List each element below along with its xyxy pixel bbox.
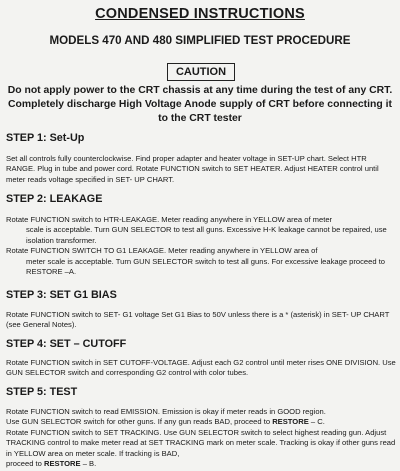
step4-paragraph: Rotate FUNCTION switch in SET CUTOFF-VOLTAGE. Adjust each G2 control until meter rises ONE DIVISION. Use GUN SELECTOR switch and corresponding G2 control with color tubes. [6, 358, 396, 378]
step2-paragraph-1a: Rotate FUNCTION switch to HTR-LEAKAGE. Meter reading anywhere in YELLOW area of meter [6, 215, 333, 224]
step2-text [6, 215, 396, 277]
step5-text [6, 407, 396, 469]
caution-warning: Do not apply power to the CRT chassis at any time during the test of any CRT. Completely discharge High Voltage Anode supply of CRT before connecting it to the CRT tester [7, 85, 393, 124]
step5-line-4-pre: proceed to [6, 459, 44, 469]
page-title: CONDENSED INSTRUCTIONS [95, 6, 305, 22]
step5-heading: STEP 5: TEST [6, 386, 78, 398]
step5-line-4-post: – B. [80, 459, 97, 469]
step5-restore-c-label: RESTORE [272, 417, 309, 427]
step1-paragraph: Set all controls fully counterclockwise. Find proper adapter and heater voltage in SET-UP chart. Select HTR RANGE. Plug in tube and power cord. Rotate FUNCTION switch to SET HEATER. Adjust HEATER control until meter reads voltage specified in SET- UP CHART. [6, 154, 379, 184]
step4-heading: STEP 4: SET – CUTOFF [6, 338, 127, 350]
step5-line-2-pre: Use GUN SELECTOR switch for other guns. If any gun reads BAD, proceed to [6, 417, 273, 427]
step4-text [6, 358, 396, 379]
step5-line-2 [6, 417, 396, 427]
step1-heading: STEP 1: Set-Up [6, 132, 85, 144]
step5-line-3: Rotate FUNCTION switch to SET TRACKING. Use GUN SELECTOR switch to select highest reading gun. Adjust TRACKING control to make meter read at SET TRACKING mark on meter scale. Tracking is okay if other guns read in YELLOW area on meter scale. If tracking is BAD, [6, 427, 396, 458]
step2-paragraph-2b: meter scale is acceptable. Turn GUN SELECTOR switch to test all guns. For excessive leakage proceed to RESTORE –A. [26, 256, 386, 277]
step1-text [6, 154, 396, 185]
caution-box: CAUTION [167, 63, 235, 81]
step5-line-4 [6, 459, 396, 469]
step2-paragraph-2a: Rotate FUNCTION SWITCH TO G1 LEAKAGE. Meter reading anywhere in YELLOW area of [6, 246, 318, 256]
step2-paragraph-1b: scale is acceptable. Turn GUN SELECTOR to test all guns. Excessive H-K leakage cannot be repaired, use isolation transformer. [26, 225, 387, 245]
step5-restore-b-label: RESTORE [44, 459, 81, 469]
step5-line-1: Rotate FUNCTION switch to read EMISSION. Emission is okay if meter reads in GOOD region. [6, 407, 326, 416]
step5-line-2-post: – C. [308, 417, 325, 427]
step3-text [6, 310, 396, 331]
step2-heading: STEP 2: LEAKAGE [6, 193, 103, 205]
page-subtitle: MODELS 470 AND 480 SIMPLIFIED TEST PROCEDURE [49, 34, 351, 47]
step3-heading: STEP 3: SET G1 BIAS [6, 289, 117, 301]
step3-paragraph: Rotate FUNCTION switch to SET- G1 voltage Set G1 Bias to 50V unless there is a * (asterisk) in SET- UP CHART (see General Notes). [6, 310, 390, 330]
